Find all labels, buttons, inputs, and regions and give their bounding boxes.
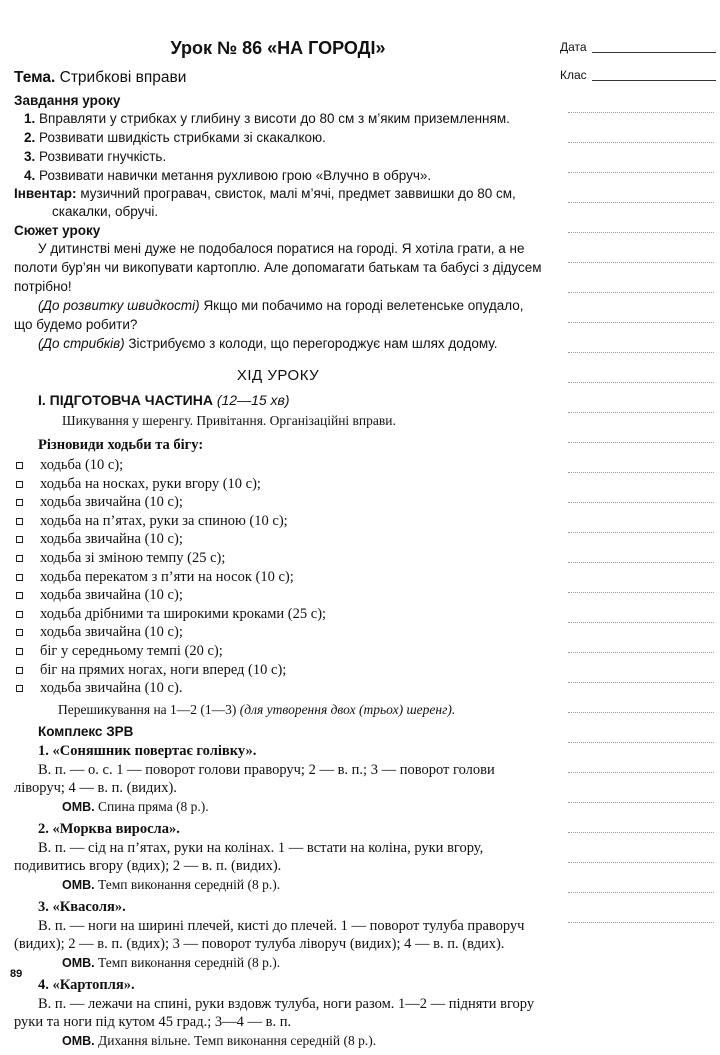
course-heading: ХІД УРОКУ	[236, 367, 320, 384]
walk-heading: Різновиди ходьби та бігу:	[38, 437, 204, 453]
exercise-title: 2. «Морква виросла».	[38, 820, 180, 837]
task-item	[24, 166, 542, 185]
walk-item: ходьба звичайна (10 с);	[16, 623, 542, 642]
note-line	[568, 172, 714, 173]
exercise-body: В. п. — сід на п’ятах, руки на колінах. 1 — встати на коліна, руки вгору, подивитись вгору (вдих); 2 — в. п. (видих).	[14, 839, 484, 875]
note-line	[568, 562, 714, 563]
task-text: Розвивати швидкість стрибками зі скакалкою.	[39, 130, 326, 145]
task-number: 2.	[24, 130, 36, 145]
checkbox-square-icon	[16, 629, 23, 636]
date-field	[560, 40, 587, 54]
story-text: Якщо ми побачимо на городі велетенське опудало, що будемо робити?	[14, 298, 524, 332]
walk-item: ходьба на носках, руки вгору (10 с);	[16, 475, 542, 494]
note-line	[568, 112, 714, 113]
task-item	[24, 109, 542, 128]
lesson-column	[14, 38, 542, 1055]
walk-item: біг на прямих ногах, ноги вперед (10 с);	[16, 661, 542, 680]
checkbox-square-icon	[16, 536, 23, 543]
checkbox-square-icon	[16, 462, 23, 469]
exercise-body: В. п. — лежачи на спині, руки вздовж тулуба, ноги разом. 1—2 — підняти вгору руки та ноги під кутом 45 град.; 3—4 — в. п.	[14, 995, 535, 1031]
topic-text: Стрибкові вправи	[59, 69, 187, 86]
note-line	[568, 802, 714, 803]
part-title: І. ПІДГОТОВЧА ЧАСТИНА	[38, 392, 213, 408]
inventory	[14, 185, 542, 221]
exercise	[14, 977, 542, 1049]
lineup-text: Шикування у шеренгу. Привітання. Організаційні вправи.	[62, 413, 396, 428]
note-line	[568, 202, 714, 203]
note-line	[568, 832, 714, 833]
checkbox-square-icon	[16, 518, 23, 525]
exercise-title: 1. «Соняшник повертає голівку».	[38, 742, 257, 759]
task-number: 3.	[24, 149, 36, 164]
exercise-omv: ОМВ. Темп виконання середній (8 р.).	[62, 954, 281, 970]
lesson-topic	[14, 69, 542, 87]
exercise	[14, 743, 542, 815]
walk-item: ходьба зі зміною темпу (25 с);	[16, 549, 542, 568]
note-line	[568, 712, 714, 713]
tasks-heading: Завдання уроку	[14, 93, 121, 108]
date-line	[592, 52, 716, 53]
exercise-body: В. п. — ноги на ширині плечей, кисті до плечей. 1 — поворот тулуба праворуч (видих); 2 — в. п. (вдих); 3 — поворот тулуба ліворуч (видих); 4 — в. п. (вдих).	[14, 917, 525, 953]
note-line	[568, 742, 714, 743]
walk-item: ходьба (10 с);	[16, 456, 542, 475]
checkbox-square-icon	[16, 592, 23, 599]
walk-list	[14, 456, 542, 698]
walk-item: ходьба на п’ятах, руки за спиною (10 с);	[16, 512, 542, 531]
story-heading: Сюжет уроку	[14, 223, 101, 238]
checkbox-square-icon	[16, 499, 23, 506]
walk-item: ходьба звичайна (10 с);	[16, 530, 542, 549]
walk-item: ходьба дрібними та широкими кроками (25 с);	[16, 605, 542, 624]
note-line	[568, 652, 714, 653]
story-note: (До розвитку швидкості)	[38, 298, 200, 313]
note-line	[568, 862, 714, 863]
story-paragraph: У дитинстві мені дуже не подобалося поратися на городі. Я хотіла грати, а не полоти бур’ян чи викопувати картоплю. Але допомагати батькам та бабусі з дідусем потрібно!	[14, 241, 542, 294]
task-item	[24, 128, 542, 147]
walk-item: ходьба звичайна (10 с);	[16, 586, 542, 605]
note-line	[568, 772, 714, 773]
complex-heading: Комплекс ЗРВ	[38, 723, 134, 739]
tasks-list	[14, 109, 542, 185]
exercise-omv: ОМВ. Дихання вільне. Темп виконання середній (8 р.).	[62, 1032, 377, 1048]
walk-item: ходьба звичайна (10 с).	[16, 679, 542, 698]
walk-item: ходьба звичайна (10 с);	[16, 493, 542, 512]
exercise-omv: ОМВ. Спина пряма (8 р.).	[62, 798, 209, 814]
note-line	[568, 382, 714, 383]
checkbox-square-icon	[16, 667, 23, 674]
note-line	[568, 262, 714, 263]
task-text: Розвивати навички метання рухливою грою «Влучно в обруч».	[39, 168, 432, 183]
topic-label: Тема.	[14, 69, 56, 86]
exercise	[14, 821, 542, 893]
exercise-title: 3. «Квасоля».	[38, 898, 126, 915]
note-line	[568, 502, 714, 503]
class-line	[592, 80, 716, 81]
checkbox-square-icon	[16, 611, 23, 618]
task-text: Вправляти у стрибках у глибину з висоти до 80 см з м’яким приземленням.	[39, 111, 510, 126]
story-text: Зістрибуємо з колоди, що перегороджує нам шлях додому.	[128, 336, 498, 351]
class-field	[560, 68, 587, 82]
note-line	[568, 352, 714, 353]
inventory-text: музичний програвач, свисток, малі м’ячі, предмет заввишки до 80 см, скакалки, обручі.	[52, 186, 516, 219]
note-line	[568, 142, 714, 143]
note-line	[568, 532, 714, 533]
task-item	[24, 147, 542, 166]
exercise-body: В. п. — о. с. 1 — поворот голови праворуч; 2 — в. п.; 3 — поворот голови ліворуч; 4 — в. п. (видих).	[14, 761, 495, 797]
lesson-title: Урок № 86 «НА ГОРОДІ»	[170, 38, 386, 58]
page-number: 89	[10, 968, 23, 980]
checkbox-square-icon	[16, 648, 23, 655]
note-line	[568, 622, 714, 623]
task-text: Розвивати гнучкість.	[39, 149, 167, 164]
task-number: 1.	[24, 111, 36, 126]
checkbox-square-icon	[16, 481, 23, 488]
note-line	[568, 322, 714, 323]
note-line	[568, 412, 714, 413]
walk-item: ходьба перекатом з п’яти на носок (10 с);	[16, 568, 542, 587]
exercise	[14, 899, 542, 971]
note-line	[568, 442, 714, 443]
story-note: (До стрибків)	[38, 336, 125, 351]
checkbox-square-icon	[16, 685, 23, 692]
note-line	[568, 472, 714, 473]
note-line	[568, 922, 714, 923]
note-line	[568, 892, 714, 893]
note-line	[568, 592, 714, 593]
note-line	[568, 292, 714, 293]
part-time: (12—15 хв)	[216, 392, 290, 408]
exercise-omv: ОМВ. Темп виконання середній (8 р.).	[62, 876, 281, 892]
inventory-label: Інвентар:	[14, 186, 77, 201]
part-heading	[38, 392, 542, 408]
exercise-title: 4. «Картопля».	[38, 976, 135, 993]
checkbox-square-icon	[16, 555, 23, 562]
class-label: Клас	[560, 68, 587, 82]
checkbox-square-icon	[16, 574, 23, 581]
task-number: 4.	[24, 168, 36, 183]
note-line	[568, 682, 714, 683]
reshuffle-line	[58, 702, 542, 718]
reshuffle-note: (для утворення двох (трьох) шеренг).	[239, 701, 456, 717]
date-label: Дата	[560, 40, 587, 54]
story-paragraph	[14, 334, 542, 353]
note-line	[568, 232, 714, 233]
story	[14, 239, 542, 353]
walk-item: біг у середньому темпі (20 с);	[16, 642, 542, 661]
reshuffle-text: Перешикування на 1—2 (1—3)	[58, 701, 237, 717]
story-paragraph	[14, 296, 542, 334]
